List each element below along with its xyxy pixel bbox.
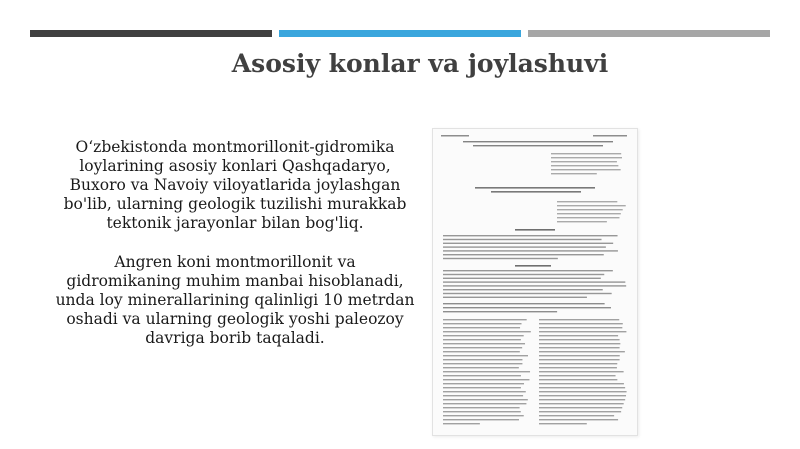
text-line <box>539 403 624 404</box>
text-line <box>515 229 555 231</box>
text-line <box>539 323 623 324</box>
text-line <box>443 375 521 376</box>
text-line <box>539 391 627 392</box>
text-line <box>443 243 613 244</box>
text-line <box>443 403 526 404</box>
text-line <box>539 335 618 336</box>
text-line <box>539 367 617 368</box>
text-line <box>539 419 618 420</box>
text-line <box>551 153 621 154</box>
text-line <box>551 173 597 174</box>
text-line <box>473 145 603 146</box>
text-line <box>539 355 620 356</box>
text-line <box>557 217 619 218</box>
text-line <box>557 221 607 222</box>
text-line <box>443 339 521 340</box>
text-line <box>443 311 557 312</box>
text-line <box>443 319 527 320</box>
slide-body <box>55 138 415 368</box>
accent-bar-middle <box>279 30 521 37</box>
paragraph-deposits: O‘zbekistonda montmorillonit-gidromika loylarining asosiy konlari Qashqadaryo, Buxoro va Navoiy viloyatlarida joylashgan bo'lib, ularning geologik tuzilishi murakkab tektonik jarayonlar bilan bog'liq. <box>63 138 407 232</box>
text-line <box>443 293 612 294</box>
text-line <box>539 351 625 352</box>
text-line <box>557 209 623 210</box>
text-line <box>491 191 581 193</box>
text-line <box>443 411 521 412</box>
text-line <box>515 265 551 267</box>
text-line <box>539 339 620 340</box>
text-line <box>443 423 480 424</box>
text-line <box>443 371 530 372</box>
text-line <box>443 335 524 336</box>
accent-bar-right <box>528 30 770 37</box>
text-line <box>443 351 520 352</box>
text-line <box>443 419 519 420</box>
text-line <box>539 379 617 380</box>
text-line <box>539 371 624 372</box>
text-line <box>443 270 613 271</box>
text-line <box>539 395 626 396</box>
text-line <box>551 165 618 166</box>
text-line <box>539 319 619 320</box>
text-line <box>539 383 624 384</box>
text-line <box>443 359 522 360</box>
text-line <box>551 157 622 158</box>
text-line <box>443 289 603 290</box>
text-line <box>443 327 520 328</box>
text-line <box>443 407 520 408</box>
text-line <box>475 187 595 189</box>
text-line <box>443 235 618 236</box>
text-line <box>443 258 558 259</box>
text-line <box>443 323 522 324</box>
paragraph-angren: Angren koni montmorillonit va gidromikaning muhim manbai hisoblanadi, unda loy minerallarining qalinligi 10 metrdan oshadi va ularning geologik yoshi paleozoy davriga borib taqaladi. <box>55 253 415 347</box>
text-line <box>443 363 522 364</box>
text-line <box>443 367 519 368</box>
text-line <box>539 387 625 388</box>
text-line <box>551 161 617 162</box>
text-line <box>539 359 620 360</box>
text-line <box>443 254 604 255</box>
text-line <box>443 278 601 279</box>
text-line <box>443 391 526 392</box>
text-line <box>539 415 614 416</box>
text-line <box>443 399 528 400</box>
document-thumbnail <box>432 128 638 436</box>
text-line <box>443 383 524 384</box>
text-line <box>443 297 587 298</box>
text-line <box>539 399 625 400</box>
text-line <box>441 135 469 137</box>
text-line <box>443 347 522 348</box>
text-line <box>557 205 626 206</box>
text-line <box>443 307 611 308</box>
accent-bar-left <box>30 30 272 37</box>
text-line <box>443 343 525 344</box>
text-line <box>443 239 602 240</box>
text-line <box>443 355 528 356</box>
text-line <box>539 411 621 412</box>
text-line <box>551 169 621 170</box>
text-line <box>443 250 618 251</box>
text-line <box>539 343 620 344</box>
text-line <box>539 347 620 348</box>
text-line <box>443 246 606 247</box>
text-line <box>539 327 622 328</box>
text-line <box>593 135 627 137</box>
text-line <box>463 141 613 142</box>
text-line <box>557 201 617 202</box>
text-line <box>443 395 523 396</box>
text-line <box>539 363 617 364</box>
text-line <box>539 423 587 424</box>
text-line <box>443 281 625 282</box>
text-line <box>539 331 626 332</box>
text-line <box>443 303 605 304</box>
text-line <box>539 375 616 376</box>
text-line <box>539 407 622 408</box>
text-line <box>557 213 621 214</box>
text-line <box>443 285 626 286</box>
text-line <box>443 387 521 388</box>
text-line <box>443 415 524 416</box>
text-line <box>443 274 604 275</box>
slide-title: Asosiy konlar va joylashuvi <box>231 49 609 78</box>
text-line <box>443 379 529 380</box>
blurred-document-image <box>433 129 637 435</box>
text-line <box>443 331 531 332</box>
